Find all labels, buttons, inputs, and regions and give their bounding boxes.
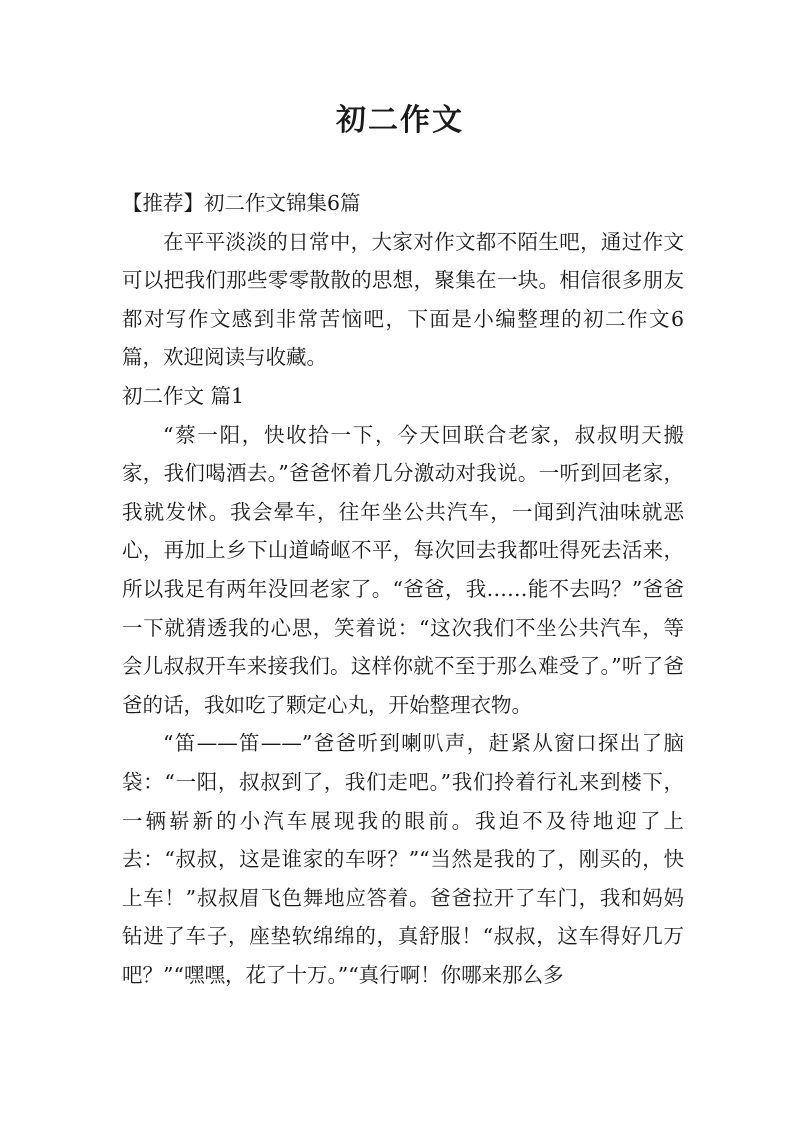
body-paragraph: “蔡一阳，快收拾一下，今天回联合老家，叔叔明天搬家，我们喝酒去。”爸爸怀着几分激动对我说。一听到回老家，我就发怵。我会晕车，往年坐公共汽车，一闻到汽油味就恶心，再加上乡下山道崎岖不平，每次回去我都吐得死去活来，所以我足有两年没回老家了。“爸爸，我……能不去吗？”爸爸一下就猜透我的心思，笑着说：“这次我们不坐公共汽车，等会儿叔叔开车来接我们。这样你就不至于那么难受了。”听了爸爸的话，我如吃了颗定心丸，开始整理衣物。 (122, 422, 684, 717)
document-title: 初二作文 (336, 103, 464, 138)
document-body (122, 184, 684, 994)
intro-paragraph: 在平平淡淡的日常中，大家对作文都不陌生吧，通过作文可以把我们那些零零散散的思想，聚集在一块。相信很多朋友都对写作文感到非常苦恼吧，下面是小编整理的初二作文6篇，欢迎阅读与收藏。 (122, 229, 684, 370)
section-heading: 初二作文 篇1 (122, 383, 245, 408)
body-paragraph: “笛——笛——”爸爸听到喇叭声，赶紧从窗口探出了脑袋：“一阳，叔叔到了，我们走吧。”我们拎着行礼来到楼下，一辆崭新的小汽车展现我的眼前。我迫不及待地迎了上去：“叔叔，这是谁家的车呀？”“当然是我的了，刚买的，快上车！”叔叔眉飞色舞地应答着。爸爸拉开了车门，我和妈妈钻进了车子，座垫软绵绵的，真舒服！“叔叔，这车得好几万吧？”“嘿嘿，花了十万。”“真行啊！你哪来那么多 (122, 731, 684, 987)
document-subtitle: 【推荐】初二作文锦集6篇 (122, 191, 361, 215)
